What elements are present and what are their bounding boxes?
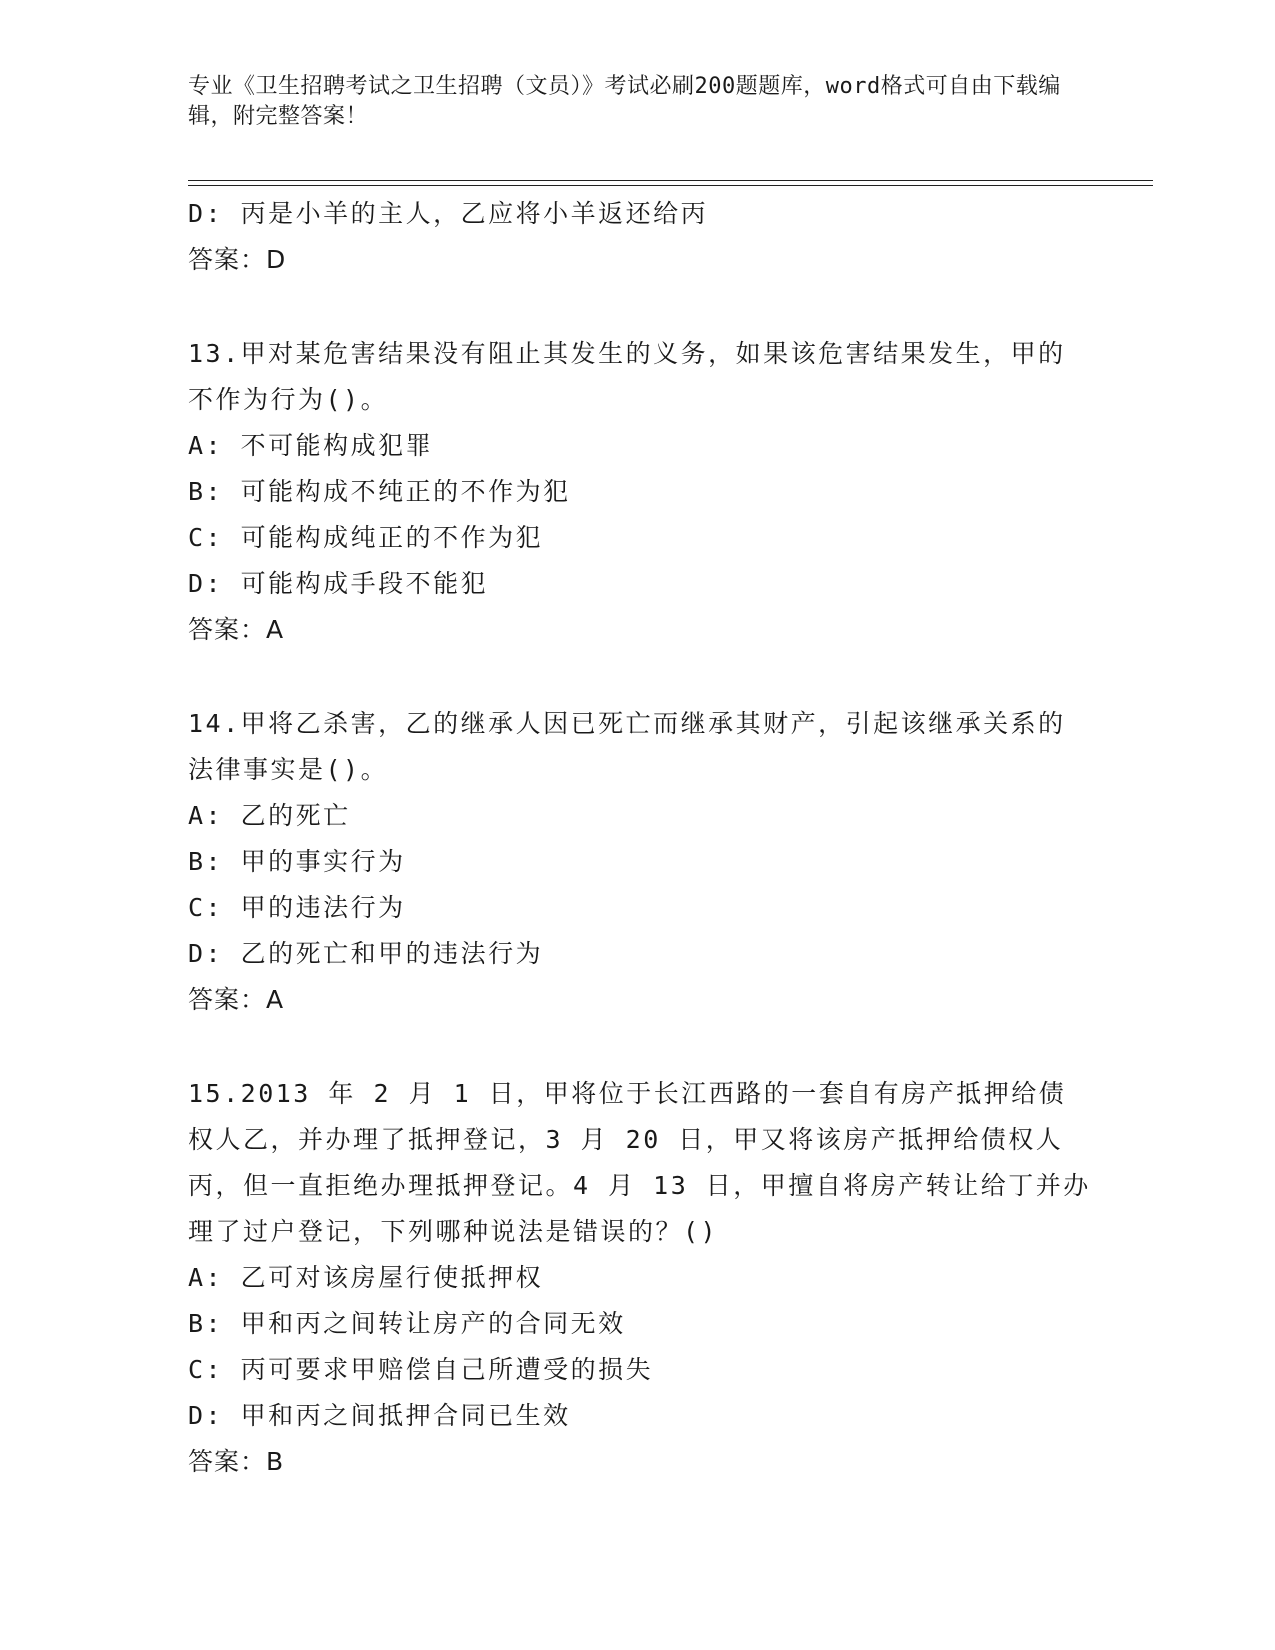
continued-question: [188, 191, 1093, 283]
answer-line: 答案：D: [188, 245, 287, 274]
option-d: D: 可能构成手段不能犯: [188, 569, 489, 598]
question-15: [188, 1071, 1093, 1485]
question-13: [188, 331, 1093, 653]
question-stem: 13.甲对某危害结果没有阻止其发生的义务，如果该危害结果发生，甲的不作为行为()。: [188, 339, 1066, 414]
option-c: C: 丙可要求甲赔偿自己所遭受的损失: [188, 1355, 654, 1384]
question-stem: 15.2013 年 2 月 1 日，甲将位于长江西路的一套自有房产抵押给债权人乙，并办理了抵押登记，3 月 20 日，甲又将该房产抵押给债权人丙，但一直拒绝办理抵押登记。4 月 13 日，甲擅自将房产转让给丁并办理了过户登记，下列哪种说法是错误的？(): [188, 1079, 1091, 1246]
answer-line: 答案：A: [188, 985, 285, 1014]
option-b: B: 甲和丙之间转让房产的合同无效: [188, 1309, 626, 1338]
header-rule-bottom: [188, 185, 1153, 186]
header-rule-top: [188, 180, 1153, 181]
option-a: A: 乙的死亡: [188, 801, 351, 830]
answer-line: 答案：A: [188, 615, 285, 644]
option-b: B: 甲的事实行为: [188, 847, 406, 876]
option-b: B: 可能构成不纯正的不作为犯: [188, 477, 571, 506]
option-c: C: 甲的违法行为: [188, 893, 406, 922]
question-14: [188, 701, 1093, 1023]
option-d: D: 甲和丙之间抵押合同已生效: [188, 1401, 571, 1430]
option-c: C: 可能构成纯正的不作为犯: [188, 523, 544, 552]
document-title: 专业《卫生招聘考试之卫生招聘（文员）》考试必刷200题题库，word格式可自由下载编辑，附完整答案！: [188, 74, 1061, 129]
option-a: A: 不可能构成犯罪: [188, 431, 434, 460]
option-d: D: 乙的死亡和甲的违法行为: [188, 939, 544, 968]
question-list: [188, 191, 1093, 1485]
option-a: A: 乙可对该房屋行使抵押权: [188, 1263, 544, 1292]
option-d: D: 丙是小羊的主人，乙应将小羊返还给丙: [188, 199, 709, 228]
answer-line: 答案：B: [188, 1447, 285, 1476]
document-header: [188, 72, 1068, 132]
question-stem: 14.甲将乙杀害，乙的继承人因已死亡而继承其财产，引起该继承关系的法律事实是()。: [188, 709, 1066, 784]
